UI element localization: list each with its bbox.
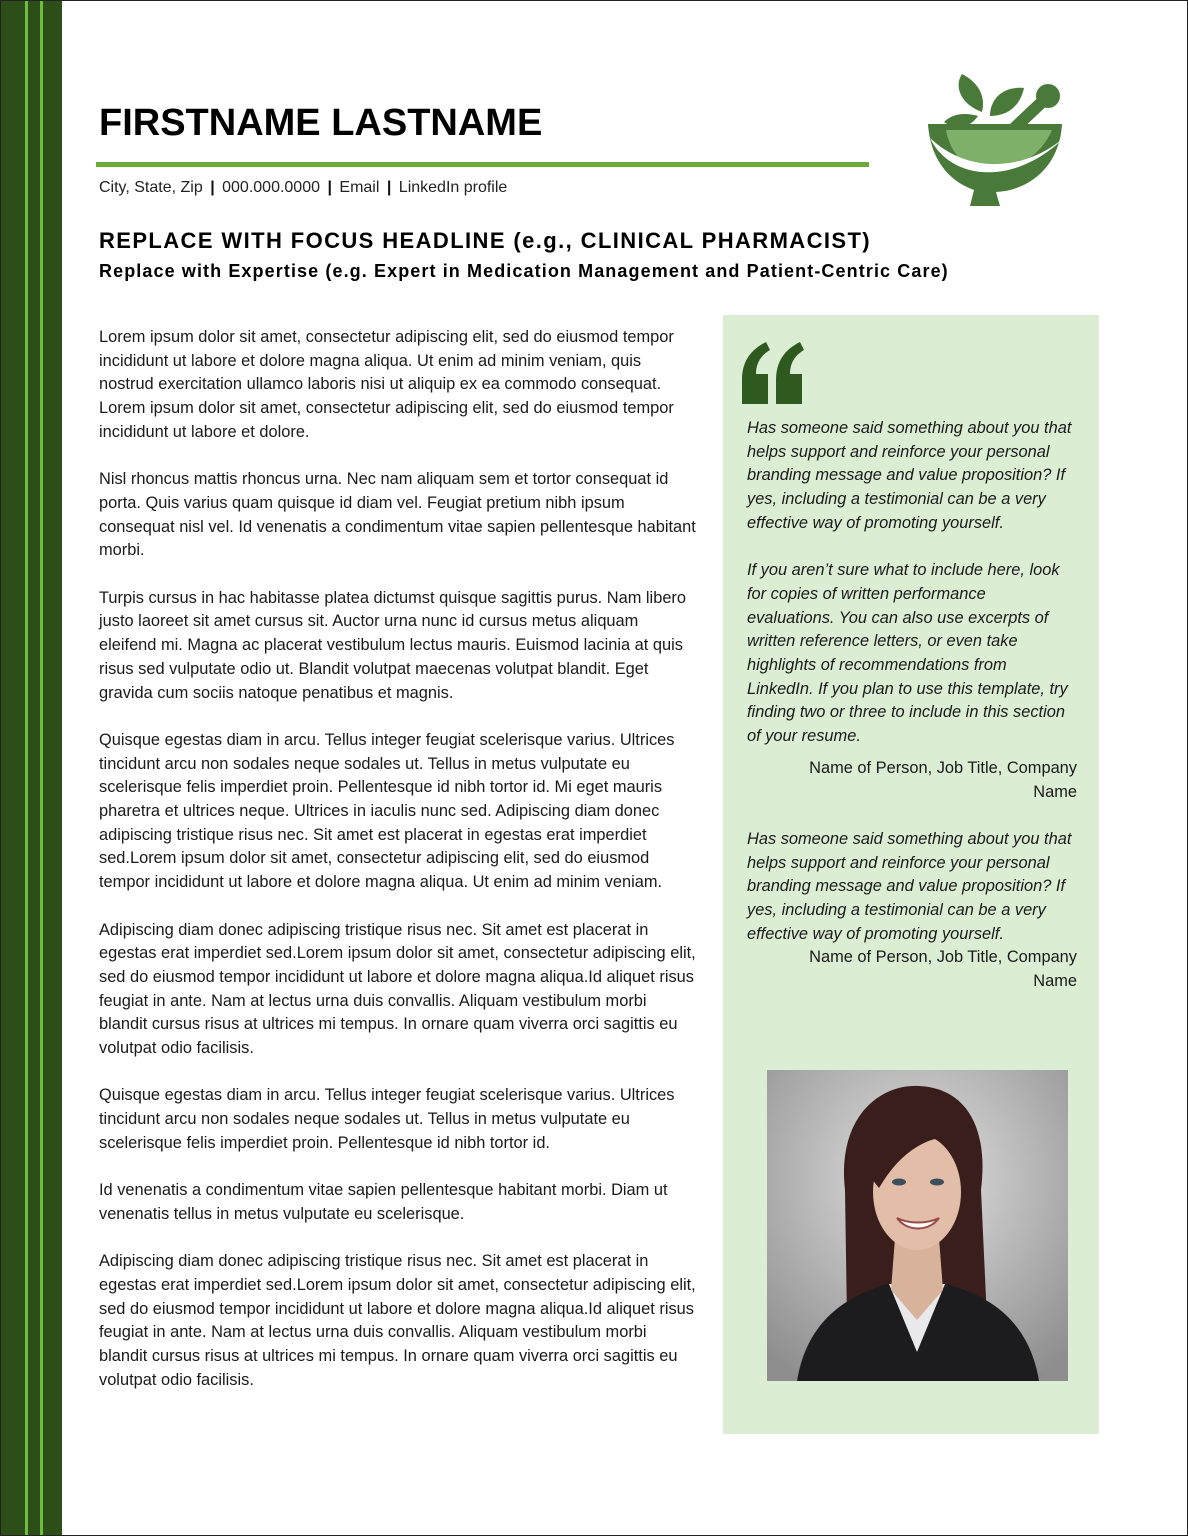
summary-paragraph: Adipiscing diam donec adipiscing tristique risus nec. Sit amet est placerat in egestas erat imperdiet sed.Lorem ipsum dolor sit amet, consectetur adipiscing elit, sed do eiusmod tempor incididunt ut labore et dolore magna aliqua.Id aliquet risus feugiat in ante. Nam at lectus urna duis convallis. Aliquam vestibulum morbi blandit cursus risus at ultrices mi tempus. In ornare quam viverra orci sagittis eu volutpat odio facilisis. — [99, 1252, 696, 1389]
resume-name: FIRSTNAME LASTNAME — [99, 102, 543, 144]
focus-headline: REPLACE WITH FOCUS HEADLINE (e.g., CLINICAL PHARMACIST) — [99, 228, 872, 253]
stripe-accent-line — [25, 1, 28, 1535]
testimonial-attribution: Name of Person, Job Title, Company Name — [809, 948, 1077, 991]
contact-phone: 000.000.0000 — [222, 179, 320, 196]
left-decorative-stripe — [1, 1, 62, 1535]
contact-separator: | — [327, 179, 332, 196]
summary-paragraph: Id venenatis a condimentum vitae sapien pellentesque habitant morbi. Diam ut venenatis tellus in metus vulputate eu scelerisque. — [99, 1181, 668, 1223]
summary-paragraph: Turpis cursus in hac habitasse platea dictumst quisque sagittis purus. Nam libero justo laoreet sit amet cursus sit. Auctor urna nunc id cursus metus aliquam eleifend mi. Magna ac placerat vestibulum lectus mauris. Euismod lacinia at quis risus sed vulputate odio ut. Blandit volutpat maecenas volutpat blandit. Eget gravida cum sociis natoque penatibus et magnis. — [99, 588, 687, 702]
leaf-icon — [959, 74, 983, 112]
summary-paragraph: Quisque egestas diam in arcu. Tellus integer feugiat scelerisque varius. Ultrices tincidunt arcu non sodales neque sodales ut. Tellus in metus vulputate eu scelerisque felis imperdiet proin. Pellentesque id nibh tortor id. Mi eget mauris pharetra et ultrices neque. Ultrices in iaculis nunc sed. Adipiscing diam donec adipiscing tristique risus nec. Sit amet est placerat in egestas erat imperdiet sed.Lorem ipsum dolor sit amet, consectetur adipiscing elit, sed do eiusmod tempor incididunt ut labore et dolore magna aliqua. Ut enim ad minim veniam. — [99, 730, 675, 892]
testimonial-quote: Has someone said something about you that helps support and reinforce your personal branding message and value proposition? If yes, including a testimonial can be a very effective way of promoting yourself. — [747, 419, 1072, 532]
expertise-subheadline: Replace with Expertise (e.g. Expert in Medication Management and Patient-Centric Care) — [99, 261, 949, 281]
contact-separator: | — [210, 179, 215, 196]
contact-separator: | — [386, 179, 392, 196]
mortar-pestle-leaves-icon — [920, 72, 1070, 212]
summary-paragraph: Adipiscing diam donec adipiscing tristique risus nec. Sit amet est placerat in egestas erat imperdiet sed.Lorem ipsum dolor sit amet, consectetur adipiscing elit, sed do eiusmod tempor incididunt ut labore et dolore magna aliqua.Id aliquet risus feugiat in ante. Nam at lectus urna duis convallis. Aliquam vestibulum morbi blandit cursus risus at ultrices mi tempus. In ornare quam viverra orci sagittis eu volutpat odio facilisis. — [99, 920, 696, 1058]
testimonial-quote: If you aren’t sure what to include here, look for copies of written performance evaluations. You can also use excerpts of written reference letters, or even take highlights of recommendations from LinkedIn. If you plan to use this template, try finding two or three to include in this section of your resume. — [747, 561, 1068, 746]
header-rule — [96, 162, 869, 167]
summary-paragraph: Nisl rhoncus mattis rhoncus urna. Nec nam aliquam sem et tortor consequat id porta. Quis varius quam quisque id diam vel. Feugiat pretium nibh ipsum consequat nisl vel. Id venenatis a condimentum vitae sapien pellentesque habitant morbi. — [99, 470, 696, 560]
summary-body — [99, 326, 699, 1416]
testimonial-attribution: Name of Person, Job Title, Company Name — [809, 758, 1077, 801]
leaf-icon — [990, 88, 1024, 116]
contact-email[interactable]: Email — [339, 179, 380, 196]
stripe-accent-line — [40, 1, 43, 1535]
pestle-head-icon — [1036, 84, 1060, 108]
testimonial-list — [747, 417, 1077, 1018]
contact-location: City, State, Zip — [99, 179, 203, 196]
quotation-mark-icon — [740, 340, 806, 410]
profile-photo — [767, 1070, 1068, 1381]
summary-paragraph: Lorem ipsum dolor sit amet, consectetur adipiscing elit, sed do eiusmod tempor incididunt ut labore et dolore magna aliqua. Ut enim ad minim veniam, quis nostrud exercitation ullamco laboris nisi ut aliquip ex ea commodo consequat. Lorem ipsum dolor sit amet, consectetur adipiscing elit, sed do eiusmod tempor incididunt ut labore et dolore. — [99, 328, 674, 441]
testimonial-quote: Has someone said something about you that helps support and reinforce your personal branding message and value proposition? If yes, including a testimonial can be a very effective way of promoting yourself. — [747, 829, 1072, 943]
contact-line — [99, 179, 507, 197]
contact-linkedin[interactable]: LinkedIn profile — [398, 179, 508, 196]
summary-paragraph: Quisque egestas diam in arcu. Tellus integer feugiat scelerisque varius. Ultrices tincidunt arcu non sodales neque sodales ut. Tellus in metus vulputate eu scelerisque felis imperdiet proin. Pellentesque id nibh tortor id. — [99, 1086, 675, 1152]
